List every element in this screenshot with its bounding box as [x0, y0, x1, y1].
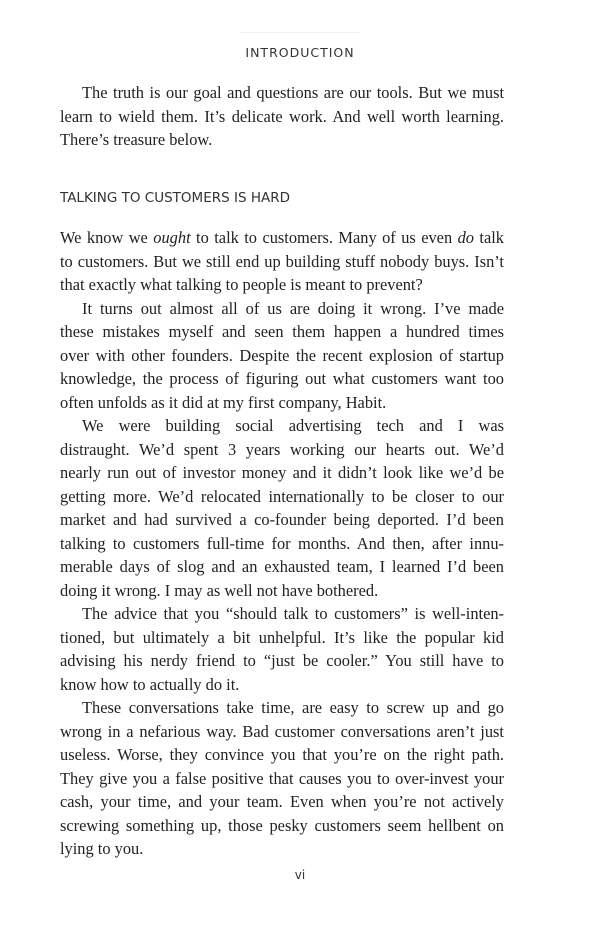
text-line: learn to wield them. It’s delicate work. And well worth learning.: [60, 106, 504, 126]
text-line: to customers. But we still end up building stuff nobody buys. Isn’t: [60, 251, 504, 271]
text-line: know how to actually do it.: [60, 674, 240, 694]
text-line: wrong in a nefarious way. Bad customer conversations aren’t just: [60, 721, 504, 741]
text-line: that exactly what talking to people is meant to prevent?: [60, 275, 423, 294]
text-line: distraught. We’d spent 3 years working our hearts out. We’d: [60, 439, 504, 459]
text-line: merable days of slog and an exhausted team, I learned I’d been: [60, 557, 504, 576]
text-line: These conversations take time, are easy to screw up and go: [82, 698, 504, 717]
text-line: advising his nerdy friend to “just be cooler.” You still have to: [60, 651, 504, 670]
text-line: knowledge, the process of figuring out what customers want too: [60, 369, 504, 388]
text-line: We know we ought to talk to customers. Many of us even do talk: [60, 228, 504, 247]
text-line: cash, your time, and your team. Even when you’re not actively: [60, 792, 504, 811]
text-line: these mistakes myself and seen them happen a hundred times: [60, 322, 504, 341]
text-line: useless. Worse, they convince you that you’re on the right path.: [60, 745, 504, 764]
text-line: over with other founders. Despite the recent explosion of startup: [60, 345, 504, 365]
text-line: The truth is our goal and questions are our tools. But we must: [82, 83, 504, 102]
text-line: tioned, but ultimately a bit unhelpful. It’s like the popular kid: [60, 627, 504, 647]
text-line: talking to customers full-time for months. And then, after innu-: [60, 533, 504, 553]
running-head: INTRODUCTION: [245, 45, 355, 60]
text-line: often unfolds as it did at my first company, Habit.: [60, 392, 387, 412]
intro-paragraph: [60, 81, 504, 152]
text-line: They give you a false positive that causes you to over-invest your: [60, 768, 504, 788]
text-line: nearly run out of investor money and it didn’t look like we’d be: [60, 463, 504, 482]
text-line: doing it wrong. I may as well not have bothered.: [60, 580, 379, 600]
text-line: getting more. We’d relocated internationally to be closer to our: [60, 486, 504, 506]
text-line: There’s treasure below.: [60, 130, 213, 149]
text-line: We were building social advertising tech and I was: [82, 416, 504, 435]
page-number: vi: [294, 868, 306, 882]
text-line: It turns out almost all of us are doing it wrong. I’ve made: [82, 298, 504, 318]
header-rule: [240, 32, 360, 33]
text-line: lying to you.: [60, 839, 144, 858]
text-line: market and had survived a co-founder being deported. I’d been: [60, 510, 504, 529]
text-line: screwing something up, those pesky customers seem hellbent on: [60, 815, 504, 835]
text-line: The advice that you “should talk to customers” is well-inten-: [82, 604, 504, 623]
body-text: [60, 226, 504, 861]
section-heading: TALKING TO CUSTOMERS IS HARD: [60, 190, 290, 206]
